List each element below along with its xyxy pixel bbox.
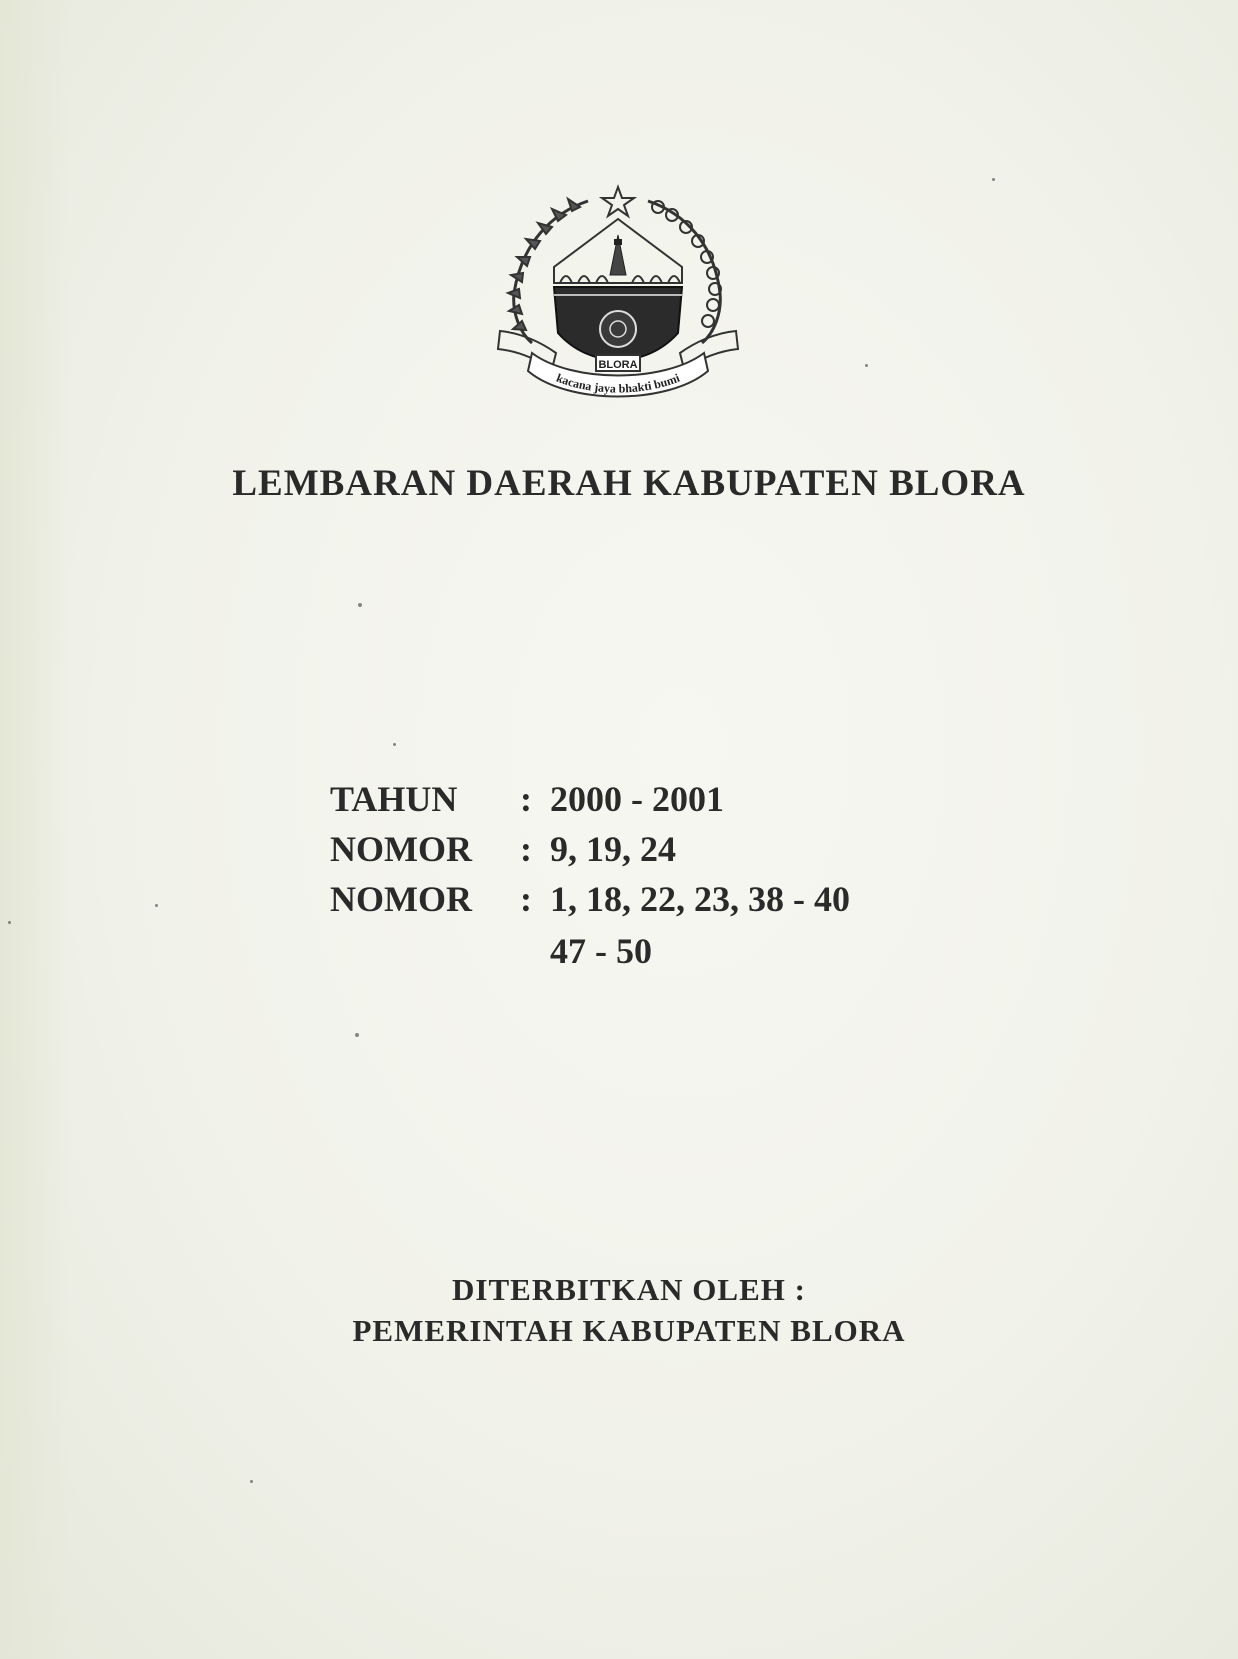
detail-row-number bbox=[330, 878, 850, 920]
detail-label: NOMOR bbox=[330, 879, 472, 919]
detail-separator: : bbox=[520, 779, 532, 819]
svg-text:BLORA: BLORA bbox=[598, 359, 638, 371]
document-title: LEMBARAN DAERAH KABUPATEN BLORA bbox=[232, 463, 1026, 504]
detail-value: 9, 19, 24 bbox=[550, 829, 676, 869]
publisher-line-2: PEMERINTAH KABUPATEN BLORA bbox=[352, 1313, 906, 1348]
svg-text:kacana jaya bhakti bumi: kacana jaya bhakti bumi bbox=[554, 370, 682, 396]
paper-speck bbox=[355, 1033, 359, 1037]
detail-value: 2000 - 2001 bbox=[550, 779, 724, 819]
detail-row-number bbox=[330, 828, 676, 870]
detail-row-year bbox=[330, 778, 724, 820]
paper-speck bbox=[8, 921, 11, 924]
publisher-line-1: DITERBITKAN OLEH : bbox=[452, 1272, 806, 1307]
paper-speck bbox=[992, 178, 995, 181]
detail-separator: : bbox=[520, 829, 532, 869]
detail-separator: : bbox=[520, 879, 532, 919]
detail-row-continuation bbox=[330, 930, 652, 972]
detail-label: NOMOR bbox=[330, 829, 472, 869]
blora-emblem bbox=[492, 183, 744, 421]
paper-speck bbox=[155, 904, 158, 907]
detail-label: TAHUN bbox=[330, 779, 458, 819]
paper-speck bbox=[865, 364, 868, 367]
paper-speck bbox=[393, 743, 396, 746]
paper-speck bbox=[250, 1480, 253, 1483]
detail-value: 1, 18, 22, 23, 38 - 40 bbox=[550, 879, 850, 919]
paper-speck bbox=[358, 603, 362, 607]
detail-value: 47 - 50 bbox=[550, 931, 652, 971]
